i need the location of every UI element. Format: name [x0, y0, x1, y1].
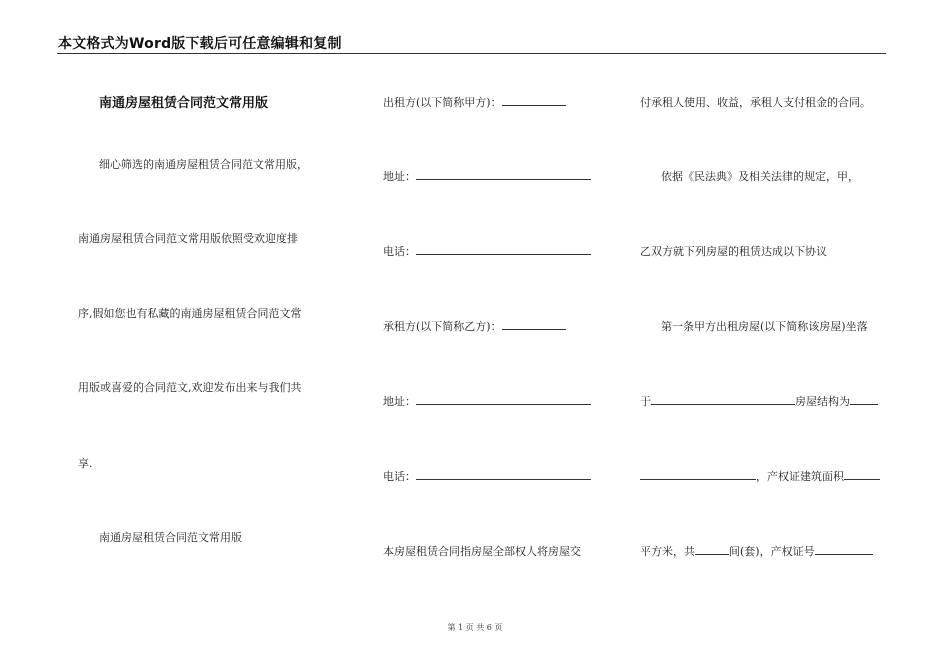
lessor-field	[383, 94, 566, 110]
lessor-phone-blank	[416, 244, 591, 255]
cert-label: 间(套)，产权证号	[729, 545, 815, 558]
lessee-address-label: 地址：	[383, 395, 416, 408]
intro-line-3: 序,假如您也有私藏的南通房屋租赁合同范文常	[78, 307, 302, 320]
units-line	[640, 543, 873, 559]
location-blank	[651, 394, 795, 405]
area-prefix-blank	[640, 469, 756, 480]
intro-line-2: 南通房屋租赁合同范文常用版依照受欢迎度排	[78, 232, 298, 245]
intro-line-4: 用版或喜爱的合同范文,欢迎发布出来与我们共	[78, 381, 302, 394]
sqm-label: 平方米，共	[640, 545, 695, 558]
structure-label: 房屋结构为	[795, 395, 850, 408]
legal-basis-line: 依据《民法典》及相关法律的规定，甲，	[661, 170, 859, 183]
lessor-address-field	[383, 168, 591, 184]
lessee-label: 承租方(以下简称乙方)：	[383, 320, 502, 333]
lessor-address-label: 地址：	[383, 170, 416, 183]
area-line	[640, 468, 880, 484]
cert-blank	[815, 544, 873, 555]
lessee-blank	[502, 319, 566, 330]
lessee-phone-blank	[416, 469, 591, 480]
lessee-address-blank	[416, 394, 591, 405]
lessee-address-field	[383, 393, 591, 409]
document-title: 南通房屋租赁合同范文常用版	[99, 96, 269, 111]
lessor-phone-label: 电话：	[383, 245, 416, 258]
article-1-line: 第一条甲方出租房屋(以下简称该房屋)坐落	[661, 320, 868, 333]
subtitle-line: 南通房屋租赁合同范文常用版	[99, 531, 242, 544]
lessee-phone-label: 电话：	[383, 470, 416, 483]
lessor-address-blank	[416, 169, 591, 180]
page-header: 本文格式为Word版下载后可任意编辑和复制	[58, 36, 342, 52]
location-prefix: 于	[640, 395, 651, 408]
lessor-label: 出租方(以下简称甲方)：	[383, 96, 502, 109]
structure-blank	[850, 394, 878, 405]
lessor-phone-field	[383, 243, 591, 259]
page-number: 第 1 页 共 6 页	[447, 623, 503, 632]
lessor-blank	[502, 95, 566, 106]
area-blank	[844, 469, 880, 480]
agreement-line: 乙双方就下列房屋的租赁达成以下协议	[640, 245, 827, 258]
area-label: ，产权证建筑面积	[756, 470, 844, 483]
intro-line-1: 细心筛选的南通房屋租赁合同范文常用版，	[99, 158, 308, 171]
definition-line: 本房屋租赁合同指房屋全部权人将房屋交	[383, 545, 581, 558]
definition-continued: 付承租人使用、收益，承租人支付租金的合同。	[640, 96, 871, 109]
lessee-field	[383, 318, 566, 334]
lessee-phone-field	[383, 468, 591, 484]
location-line	[640, 393, 878, 409]
intro-line-5: 享.	[78, 457, 93, 470]
header-divider	[57, 53, 886, 54]
units-blank	[695, 544, 729, 555]
